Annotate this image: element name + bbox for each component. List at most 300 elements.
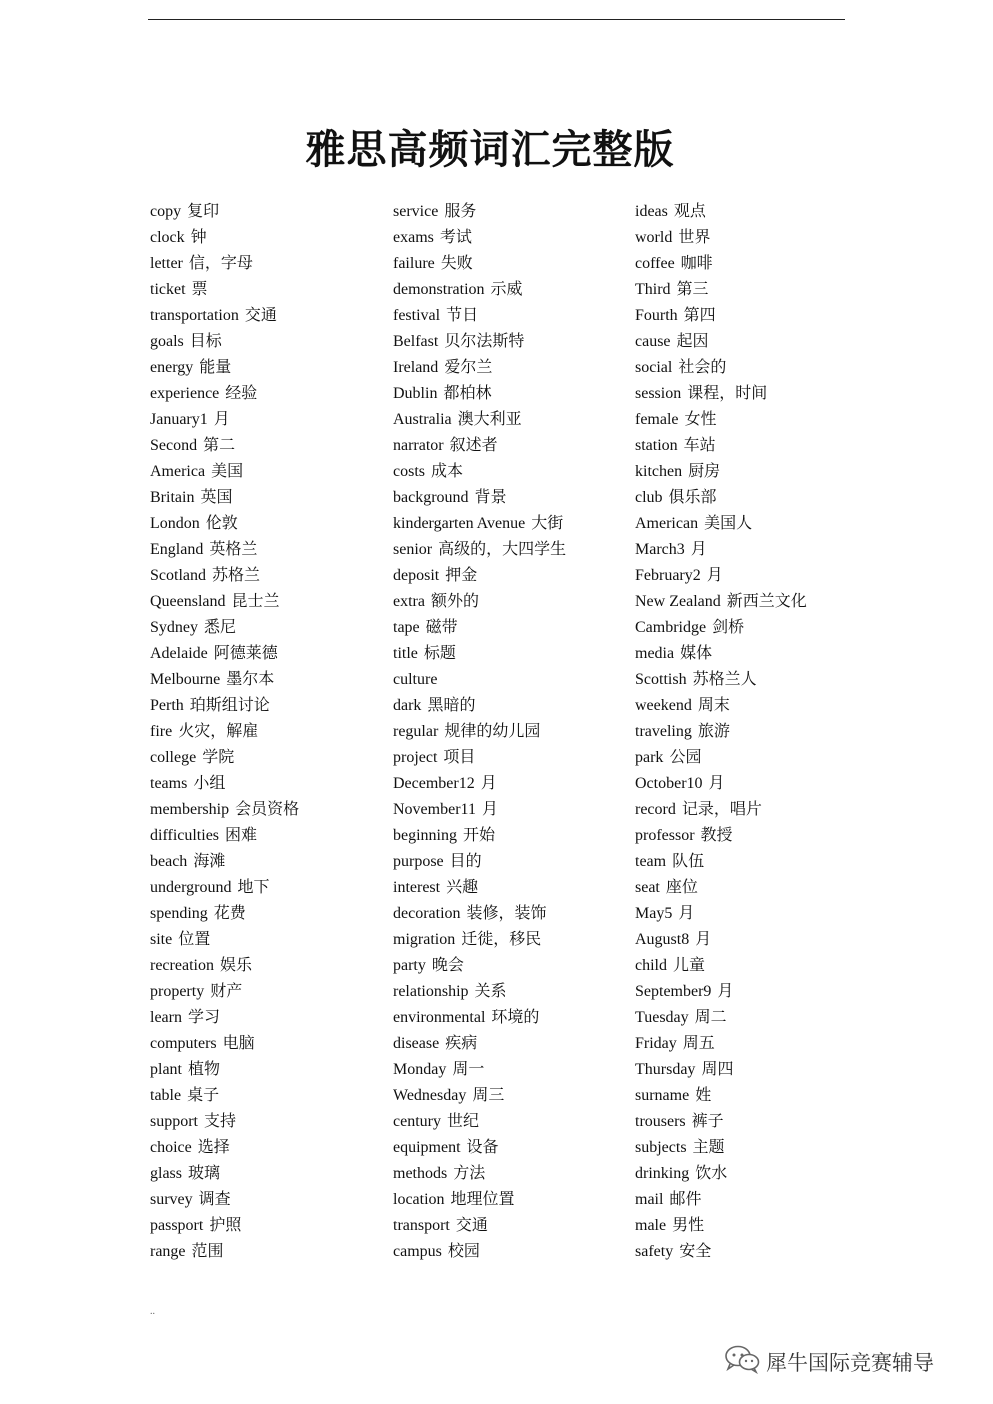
vocab-entry [150,952,390,978]
vocab-english: social [635,359,673,376]
vocab-english: Cambridge [635,619,707,636]
vocab-chinese: 周四 [701,1059,734,1078]
vocab-english: difficulties [150,827,220,844]
vocab-english: energy [150,359,194,376]
vocab-chinese: 周三 [472,1085,505,1104]
vocab-entry [150,484,390,510]
vocab-english: weekend [635,697,692,714]
vocab-chinese: 贝尔法斯特 [444,331,525,350]
vocab-chinese: 项目 [443,747,476,766]
vocab-chinese: 月 [690,539,707,558]
vocab-entry [150,1134,390,1160]
vocab-english: recreation [150,957,214,974]
vocab-entry [150,796,390,822]
vocab-english: migration [393,931,456,948]
vocab-chinese: 票 [191,279,208,298]
vocab-english: deposit [393,567,440,584]
vocab-entry [635,432,875,458]
vocab-english: May5 [635,905,673,922]
vocab-chinese: 磁带 [425,617,458,636]
vocab-entry [393,354,633,380]
vocab-entry [393,1186,633,1212]
vocab-english: September9 [635,983,712,1000]
vocab-entry [150,354,390,380]
vocab-english: culture [393,671,438,688]
vocab-chinese: 花费 [213,903,246,922]
vocab-entry [393,848,633,874]
vocab-chinese: 旅游 [697,721,730,740]
vocab-chinese: 位置 [178,929,211,948]
vocab-english: computers [150,1035,217,1052]
vocab-entry [150,1186,390,1212]
vocab-chinese: 记录，唱片 [681,799,762,818]
vocab-english: clock [150,229,185,246]
vocab-entry [635,1212,875,1238]
vocab-chinese: 选择 [197,1137,230,1156]
vocab-chinese: 阿德莱德 [213,643,278,662]
vocab-entry [150,744,390,770]
vocab-chinese: 苏格兰 [212,565,261,584]
vocab-entry [150,978,390,1004]
vocab-english: fire [150,723,173,740]
vocab-entry [635,328,875,354]
vocab-chinese: 起因 [676,331,709,350]
vocab-chinese: 新西兰文化 [726,591,807,610]
vocab-entry [150,614,390,640]
vocab-english: letter [150,255,183,272]
vocab-english: interest [393,879,441,896]
vocab-entry [635,224,875,250]
vocab-chinese: 标题 [423,643,456,662]
vocab-chinese: 开始 [463,825,496,844]
vocab-english: passport [150,1217,204,1234]
vocab-entry [635,692,875,718]
vocab-chinese: 信，字母 [188,253,253,272]
vocab-chinese: 黑暗的 [427,695,476,714]
vocab-chinese: 教授 [700,825,733,844]
vocab-entry [393,1082,633,1108]
vocab-chinese: 节日 [446,305,479,324]
vocab-chinese: 月 [678,903,695,922]
vocab-chinese: 范围 [191,1241,224,1260]
vocab-chinese: 儿童 [673,955,706,974]
vocab-entry [393,458,633,484]
vocab-english: Australia [393,411,452,428]
vocab-entry [635,484,875,510]
vocab-entry [150,848,390,874]
vocab-entry [393,926,633,952]
vocab-entry [393,1212,633,1238]
vocab-english: senior [393,541,433,558]
vocab-english: support [150,1113,198,1130]
vocab-entry [150,510,390,536]
vocab-english: New Zealand [635,593,721,610]
vocab-entry [150,328,390,354]
vocab-chinese: 植物 [188,1059,221,1078]
vocab-entry [150,1056,390,1082]
vocab-english: professor [635,827,695,844]
vocab-english: dark [393,697,422,714]
vocab-chinese: 剑桥 [712,617,745,636]
vocab-chinese: 疾病 [445,1033,478,1052]
vocab-chinese: 悉尼 [204,617,237,636]
vocab-english: Belfast [393,333,439,350]
vocab-entry [150,640,390,666]
vocab-chinese: 电脑 [222,1033,255,1052]
header-rule [148,19,845,20]
vocab-chinese: 经验 [225,383,258,402]
vocab-chinese: 苏格兰人 [692,669,757,688]
vocab-entry [150,458,390,484]
vocab-english: range [150,1243,186,1260]
vocab-chinese: 目的 [449,851,482,870]
vocab-entry [635,952,875,978]
vocab-entry [393,1030,633,1056]
vocab-chinese: 月 [481,799,498,818]
vocab-entry [635,744,875,770]
vocab-chinese: 关系 [474,981,507,1000]
vocab-chinese: 饮水 [695,1163,728,1182]
vocab-english: property [150,983,205,1000]
vocab-entry [635,1108,875,1134]
vocab-entry [635,1186,875,1212]
vocab-english: regular [393,723,439,740]
vocab-entry [393,770,633,796]
vocab-chinese: 桌子 [187,1085,220,1104]
vocab-english: team [635,853,667,870]
vocab-entry [393,276,633,302]
vocab-english: Scottish [635,671,687,688]
vocab-chinese: 月 [695,929,712,948]
vocab-english: century [393,1113,441,1130]
vocab-entry [150,536,390,562]
vocab-chinese: 娱乐 [219,955,252,974]
vocab-entry [635,562,875,588]
vocab-chinese: 成本 [431,461,464,480]
vocab-english: Thursday [635,1061,696,1078]
vocab-entry [393,380,633,406]
vocab-english: environmental [393,1009,486,1026]
vocab-english: tape [393,619,420,636]
vocab-entry [635,354,875,380]
vocab-entry [635,640,875,666]
vocab-chinese: 环境的 [491,1007,540,1026]
vocab-english: Wednesday [393,1087,467,1104]
vocab-english: world [635,229,673,246]
vocab-chinese: 示威 [490,279,523,298]
vocab-english: transportation [150,307,239,324]
vocab-english: table [150,1087,182,1104]
vocab-english: demonstration [393,281,485,298]
vocab-chinese: 校园 [447,1241,480,1260]
vocab-english: media [635,645,675,662]
vocab-column-2 [393,198,633,1264]
vocab-english: March3 [635,541,685,558]
vocab-entry [635,458,875,484]
footer-mark: .. [150,1306,155,1317]
vocab-entry [393,1238,633,1264]
vocab-column-3 [635,198,875,1264]
vocab-chinese: 叙述者 [449,435,498,454]
vocab-entry [635,978,875,1004]
vocab-chinese: 押金 [445,565,478,584]
vocab-chinese: 大街 [531,513,564,532]
vocab-chinese: 月 [213,409,230,428]
vocab-chinese: 裤子 [691,1111,724,1130]
vocab-entry [635,380,875,406]
vocab-english: Dublin [393,385,438,402]
vocab-chinese: 兴趣 [446,877,479,896]
vocab-english: ticket [150,281,186,298]
vocab-english: ideas [635,203,668,220]
vocab-entry [635,536,875,562]
vocab-chinese: 公园 [669,747,702,766]
vocab-entry [393,822,633,848]
vocab-chinese: 昆士兰 [231,591,280,610]
vocab-entry [150,562,390,588]
vocab-english: surname [635,1087,690,1104]
vocab-english: American [635,515,699,532]
vocab-entry [393,718,633,744]
vocab-english: mail [635,1191,664,1208]
page-title: 雅思高频词汇完整版 [305,126,675,173]
vocab-entry [635,926,875,952]
vocab-entry [635,874,875,900]
vocab-chinese: 周二 [694,1007,727,1026]
vocab-chinese: 车站 [683,435,716,454]
vocab-entry [635,822,875,848]
vocab-chinese: 钟 [190,227,207,246]
vocab-entry [150,224,390,250]
vocab-chinese: 队伍 [672,851,705,870]
vocab-english: session [635,385,682,402]
vocab-chinese: 服务 [444,201,477,220]
vocab-entry [635,770,875,796]
vocab-chinese: 安全 [679,1241,712,1260]
vocab-chinese: 会员资格 [235,799,300,818]
vocab-chinese: 俱乐部 [668,487,717,506]
vocab-chinese: 媒体 [680,643,713,662]
vocab-entry [393,198,633,224]
vocab-english: kindergarten Avenue [393,515,526,532]
vocab-entry [150,1030,390,1056]
vocab-entry [635,614,875,640]
vocab-chinese: 交通 [455,1215,488,1234]
vocab-chinese: 世纪 [446,1111,479,1130]
vocab-english: glass [150,1165,182,1182]
vocab-english: underground [150,879,232,896]
vocab-chinese: 额外的 [430,591,479,610]
vocab-entry [635,1030,875,1056]
vocab-english: experience [150,385,220,402]
vocab-entry [393,978,633,1004]
vocab-chinese: 小组 [193,773,226,792]
vocab-entry [150,1082,390,1108]
vocab-english: campus [393,1243,442,1260]
vocab-english: London [150,515,200,532]
vocab-english: safety [635,1243,674,1260]
vocab-chinese: 背景 [474,487,507,506]
vocab-english: Sydney [150,619,198,636]
vocab-chinese: 厨房 [688,461,721,480]
vocab-english: survey [150,1191,193,1208]
vocab-english: party [393,957,426,974]
vocab-english: choice [150,1139,192,1156]
vocab-english: August8 [635,931,690,948]
vocab-chinese: 月 [480,773,497,792]
vocab-entry [150,380,390,406]
vocab-entry [635,198,875,224]
vocab-entry [393,900,633,926]
vocab-entry [393,640,633,666]
vocab-chinese: 月 [706,565,723,584]
vocab-entry [150,432,390,458]
vocab-chinese: 世界 [678,227,711,246]
vocab-english: spending [150,905,208,922]
vocab-entry [393,1004,633,1030]
vocab-english: Ireland [393,359,439,376]
vocab-english: Queensland [150,593,226,610]
watermark [724,1344,934,1379]
vocab-english: project [393,749,438,766]
vocab-chinese: 墨尔本 [226,669,275,688]
vocab-chinese: 咖啡 [680,253,713,272]
vocab-english: October10 [635,775,703,792]
vocab-entry [150,1212,390,1238]
vocab-english: relationship [393,983,469,1000]
vocab-english: club [635,489,663,506]
vocab-english: teams [150,775,188,792]
vocab-english: decoration [393,905,461,922]
vocab-english: exams [393,229,434,246]
vocab-chinese: 方法 [453,1163,486,1182]
vocab-entry [393,666,633,692]
vocab-chinese: 交通 [244,305,277,324]
vocab-english: seat [635,879,660,896]
vocab-entry [393,250,633,276]
vocab-entry [635,1056,875,1082]
vocab-chinese: 第二 [203,435,236,454]
vocab-chinese: 邮件 [669,1189,702,1208]
vocab-chinese: 周末 [697,695,730,714]
vocab-english: purpose [393,853,444,870]
vocab-english: Friday [635,1035,677,1052]
watermark-text: 犀牛国际竞赛辅导 [766,1350,934,1375]
vocab-chinese: 护照 [209,1215,242,1234]
vocab-english: coffee [635,255,675,272]
vocab-entry [150,1108,390,1134]
vocab-english: costs [393,463,425,480]
vocab-chinese: 爱尔兰 [444,357,493,376]
vocab-english: beginning [393,827,457,844]
vocab-chinese: 珀斯组讨论 [189,695,270,714]
vocab-chinese: 主题 [692,1137,725,1156]
vocab-entry [150,926,390,952]
vocab-entry [635,588,875,614]
vocab-entry [635,718,875,744]
vocab-entry [635,1160,875,1186]
vocab-english: station [635,437,678,454]
vocab-english: Melbourne [150,671,221,688]
vocab-entry [635,250,875,276]
vocab-entry [635,302,875,328]
vocab-english: Adelaide [150,645,208,662]
vocab-entry [393,614,633,640]
vocab-english: extra [393,593,425,610]
vocab-entry [635,276,875,302]
vocab-english: service [393,203,439,220]
vocab-english: record [635,801,676,818]
vocab-entry [150,1004,390,1030]
vocab-entry [150,770,390,796]
vocab-chinese: 观点 [673,201,706,220]
vocab-chinese: 目标 [189,331,222,350]
vocab-chinese: 第四 [683,305,716,324]
vocab-english: college [150,749,197,766]
vocab-english: November11 [393,801,476,818]
vocab-entry [150,276,390,302]
vocab-entry [150,666,390,692]
vocab-chinese: 学院 [202,747,235,766]
vocab-chinese: 英格兰 [209,539,258,558]
vocab-entry [393,510,633,536]
vocab-english: December12 [393,775,475,792]
vocab-entry [393,1160,633,1186]
vocab-chinese: 晚会 [431,955,464,974]
vocab-english: traveling [635,723,692,740]
vocab-chinese: 高级的，大四学生 [438,539,567,558]
vocab-chinese: 地理位置 [450,1189,515,1208]
vocab-english: festival [393,307,441,324]
vocab-chinese: 姓 [695,1085,712,1104]
vocab-chinese: 第三 [676,279,709,298]
vocab-english: Tuesday [635,1009,689,1026]
vocab-english: subjects [635,1139,687,1156]
vocab-entry [393,588,633,614]
vocab-english: failure [393,255,435,272]
vocab-entry [150,874,390,900]
vocab-english: Second [150,437,198,454]
vocab-entry [393,692,633,718]
vocab-chinese: 考试 [439,227,472,246]
vocab-entry [150,1238,390,1264]
vocab-english: copy [150,203,182,220]
vocab-chinese: 海滩 [193,851,226,870]
vocab-entry [393,562,633,588]
vocab-english: methods [393,1165,448,1182]
vocab-chinese: 男性 [672,1215,705,1234]
vocab-entry [635,796,875,822]
vocab-chinese: 美国人 [704,513,753,532]
vocab-chinese: 火灾，解雇 [178,721,259,740]
vocab-entry [393,432,633,458]
vocab-english: Scotland [150,567,206,584]
vocab-chinese: 周一 [452,1059,485,1078]
vocab-entry [393,952,633,978]
vocab-chinese: 设备 [466,1137,499,1156]
vocab-entry [635,1238,875,1264]
vocab-english: park [635,749,664,766]
vocab-english: site [150,931,173,948]
vocab-entry [150,588,390,614]
vocab-english: location [393,1191,445,1208]
vocab-entry [635,510,875,536]
vocab-chinese: 女性 [684,409,717,428]
vocab-english: equipment [393,1139,461,1156]
vocab-entry [393,302,633,328]
vocab-entry [393,1134,633,1160]
vocab-english: plant [150,1061,182,1078]
